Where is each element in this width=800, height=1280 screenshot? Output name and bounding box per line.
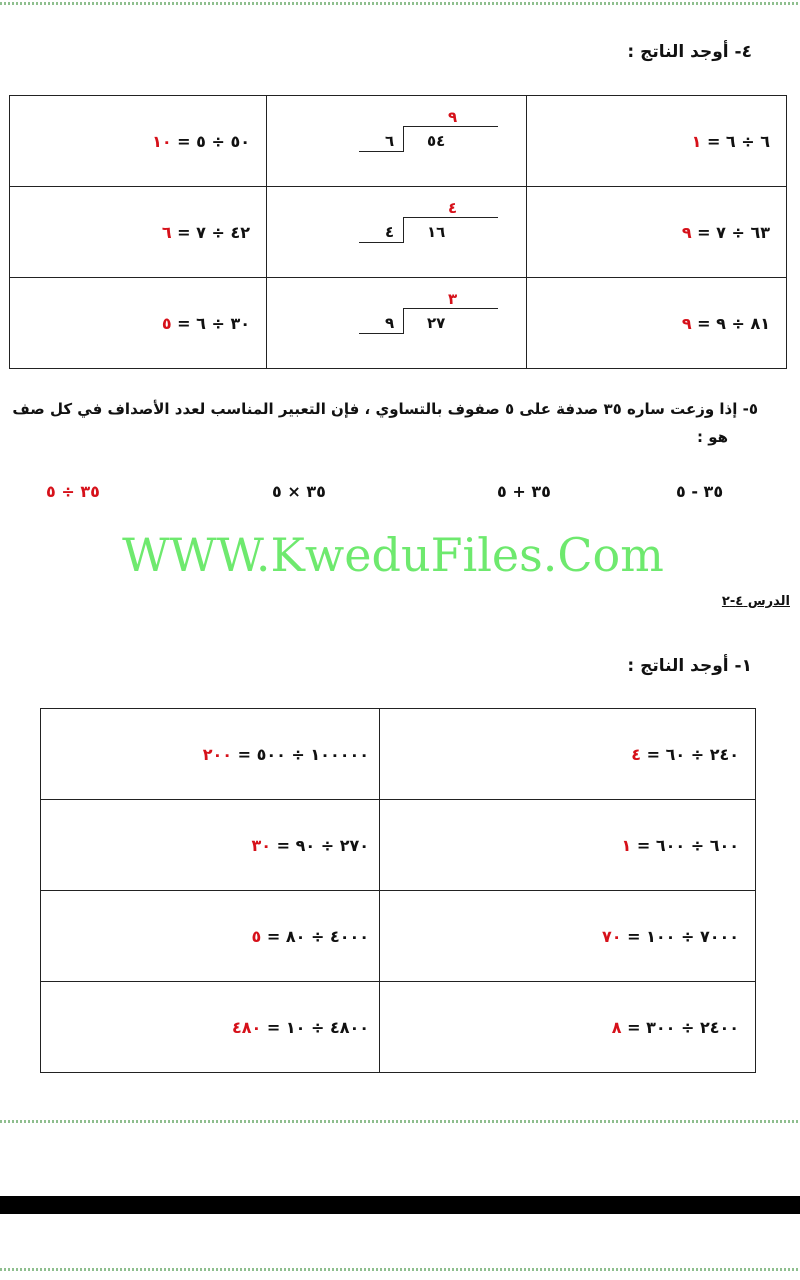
q4-cell-right: ٨١ ÷ ٩ = ٩ [527, 278, 787, 369]
answer: ٢٠٠ [202, 744, 232, 764]
q4-cell-left: ٣٠ ÷ ٦ = ٥ [10, 278, 267, 369]
q4-cell-right: ٦٣ ÷ ٧ = ٩ [527, 187, 787, 278]
quotient: ٣ [448, 290, 458, 308]
answer: ١ [691, 131, 702, 151]
bottom-dotted-border [0, 1268, 800, 1271]
divisor: ٤ [385, 223, 395, 241]
answer: ٤ [631, 744, 642, 764]
option-multiplication[interactable]: ٣٥ × ٥ [272, 482, 326, 501]
dividend: ٢٧ [427, 314, 446, 332]
divisor: ٩ [385, 314, 395, 332]
table-row [41, 800, 756, 891]
q1-cell-right: ٧٠٠٠ ÷ ١٠٠ = ٧٠ [380, 891, 756, 982]
q1-cell-right: ٢٤٠٠ ÷ ٣٠٠ = ٨ [380, 982, 756, 1073]
q5-options [0, 482, 800, 506]
option-addition[interactable]: ٣٥ + ٥ [497, 482, 551, 501]
q1-cell-left: ٢٧٠ ÷ ٩٠ = ٣٠ [41, 800, 380, 891]
lesson-heading: الدرس ٤-٢ [721, 594, 790, 609]
answer: ٥ [251, 926, 262, 946]
divisor: ٦ [385, 132, 395, 150]
q1-table [40, 708, 756, 1073]
q5-text-line1: ٥- إذا وزعت ساره ٣٥ صدفة على ٥ صفوف بالتساوي ، فإن التعبير المناسب لعدد الأصداف في كل صف [12, 400, 758, 418]
table-row [41, 891, 756, 982]
quotient: ٤ [448, 199, 458, 217]
dividend: ١٦ [427, 223, 446, 241]
answer: ١٠ [152, 131, 172, 151]
page-gap-bar [0, 1196, 800, 1214]
q5-text-line2: هو : [696, 428, 728, 446]
answer: ٤٨٠ [232, 1017, 262, 1037]
table-row [10, 278, 787, 369]
page-divider-dotted [0, 1120, 800, 1123]
q4-cell-right: ٦ ÷ ٦ = ١ [527, 96, 787, 187]
q4-title: ٤- أوجد الناتج : [627, 42, 752, 62]
answer: ٧٠ [602, 926, 622, 946]
q1-cell-left: ٤٨٠٠ ÷ ١٠ = ٤٨٠ [41, 982, 380, 1073]
answer: ٣٠ [251, 835, 272, 855]
answer: ٩ [681, 222, 692, 242]
answer: ٦ [161, 222, 172, 242]
q1-cell-right: ٦٠٠ ÷ ٦٠٠ = ١ [380, 800, 756, 891]
q1-cell-left: ١٠٠٠٠٠ ÷ ٥٠٠ = ٢٠٠ [41, 709, 380, 800]
q1-cell-left: ٤٠٠٠ ÷ ٨٠ = ٥ [41, 891, 380, 982]
answer: ١ [621, 835, 632, 855]
table-row [10, 187, 787, 278]
q1-cell-right: ٢٤٠ ÷ ٦٠ = ٤ [380, 709, 756, 800]
table-row [10, 96, 787, 187]
answer: ٩ [681, 313, 692, 333]
q4-table [9, 95, 787, 369]
long-division-cell [267, 278, 527, 369]
q4-cell-left: ٤٢ ÷ ٧ = ٦ [10, 187, 267, 278]
quotient: ٩ [448, 108, 458, 126]
option-division-correct[interactable]: ٣٥ ÷ ٥ [46, 482, 100, 501]
long-division-cell [267, 187, 527, 278]
watermark: WWW.KweduFiles.Com [122, 528, 664, 582]
dividend: ٥٤ [427, 132, 446, 150]
long-division-cell [267, 96, 527, 187]
table-row [41, 709, 756, 800]
q1-title: ١- أوجد الناتج : [627, 656, 752, 676]
option-subtraction[interactable]: ٣٥ - ٥ [676, 482, 724, 501]
q4-cell-left: ٥٠ ÷ ٥ = ١٠ [10, 96, 267, 187]
table-row [41, 982, 756, 1073]
answer: ٨ [611, 1017, 622, 1037]
top-dotted-border [0, 2, 800, 5]
answer: ٥ [161, 313, 172, 333]
